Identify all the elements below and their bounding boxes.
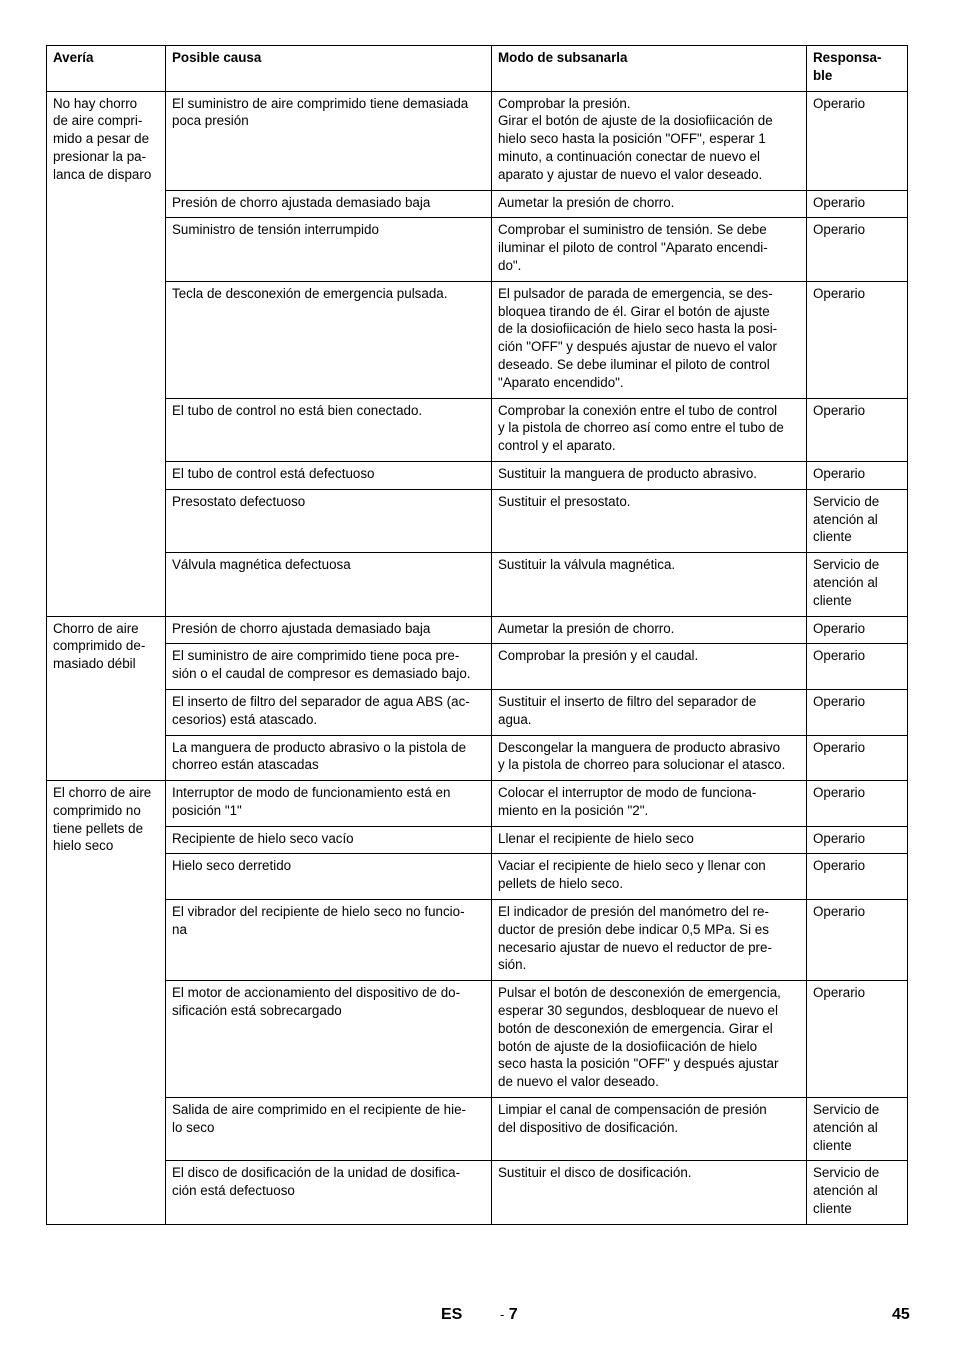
cause-cell: Hielo seco derretido — [166, 854, 492, 900]
cause-cell: El suministro de aire comprimido tiene demasiada poca presión — [166, 91, 492, 190]
page-number: 45 — [892, 1306, 910, 1323]
cause-cell: Recipiente de hielo seco vacío — [166, 826, 492, 854]
fault-cell: Chorro de aire comprimido de- masiado débil — [47, 616, 166, 781]
cause-cell: Presostato defectuoso — [166, 489, 492, 552]
footer-section — [500, 1306, 518, 1324]
responsible-cell: Servicio de atención al cliente — [807, 553, 908, 616]
table-row — [47, 553, 908, 616]
responsible-cell: Operario — [807, 826, 908, 854]
table-header-row — [47, 46, 908, 92]
table-row — [47, 91, 908, 190]
cause-cell: Tecla de desconexión de emergencia pulsada. — [166, 281, 492, 398]
cause-cell: Válvula magnética defectuosa — [166, 553, 492, 616]
footer-section-number: 7 — [508, 1306, 518, 1323]
cause-cell: El tubo de control no está bien conectado. — [166, 398, 492, 461]
responsible-cell: Operario — [807, 735, 908, 781]
table-row — [47, 281, 908, 398]
remedy-cell: El pulsador de parada de emergencia, se des- bloquea tirando de él. Girar el botón de ajuste de la dosiofiicación de hielo seco hasta la posi- ción "OFF" y después ajustar de nuevo el valor deseado. Se debe iluminar el piloto de control "Aparato encendido". — [492, 281, 807, 398]
fault-cell: No hay chorro de aire compri- mido a pesar de presionar la pa- lanca de disparo — [47, 91, 166, 616]
table-row — [47, 218, 908, 281]
cause-cell: La manguera de producto abrasivo o la pistola de chorreo están atascadas — [166, 735, 492, 781]
responsible-cell: Operario — [807, 981, 908, 1098]
cause-cell: Presión de chorro ajustada demasiado baja — [166, 190, 492, 218]
footer-language: ES — [441, 1306, 463, 1323]
remedy-cell: Aumetar la presión de chorro. — [492, 190, 807, 218]
table-row — [47, 781, 908, 827]
remedy-cell: Pulsar el botón de desconexión de emergencia, esperar 30 segundos, desbloquear de nuevo el botón de desconexión de emergencia. Girar el botón de ajuste de la dosiofiicación de hielo seco hasta la posición "OFF" y después ajustar de nuevo el valor deseado. — [492, 981, 807, 1098]
responsible-cell: Operario — [807, 900, 908, 981]
remedy-cell: Comprobar el suministro de tensión. Se debe iluminar el piloto de control "Aparato encendi- do". — [492, 218, 807, 281]
cause-cell: El vibrador del recipiente de hielo seco no funcio- na — [166, 900, 492, 981]
responsible-cell: Servicio de atención al cliente — [807, 1161, 908, 1224]
cause-cell: El suministro de aire comprimido tiene poca pre- sión o el caudal de compresor es demasiado bajo. — [166, 644, 492, 690]
remedy-cell: Sustituir la manguera de producto abrasivo. — [492, 461, 807, 489]
responsible-cell: Operario — [807, 781, 908, 827]
remedy-cell: Aumetar la presión de chorro. — [492, 616, 807, 644]
remedy-cell: Sustituir la válvula magnética. — [492, 553, 807, 616]
table-row — [47, 854, 908, 900]
cause-cell: El motor de accionamiento del dispositivo de do- sificación está sobrecargado — [166, 981, 492, 1098]
responsible-cell: Servicio de atención al cliente — [807, 489, 908, 552]
remedy-cell: Descongelar la manguera de producto abrasivo y la pistola de chorreo para solucionar el atasco. — [492, 735, 807, 781]
responsible-cell: Operario — [807, 398, 908, 461]
responsible-cell: Operario — [807, 281, 908, 398]
fault-cell: El chorro de aire comprimido no tiene pellets de hielo seco — [47, 781, 166, 1225]
table-row — [47, 644, 908, 690]
troubleshooting-table — [46, 45, 908, 1225]
table-row — [47, 489, 908, 552]
cause-cell: El inserto de filtro del separador de agua ABS (ac- cesorios) está atascado. — [166, 689, 492, 735]
header-cause: Posible causa — [166, 46, 492, 92]
responsible-cell: Operario — [807, 218, 908, 281]
cause-cell: Suministro de tensión interrumpido — [166, 218, 492, 281]
header-fault: Avería — [47, 46, 166, 92]
table-body — [47, 91, 908, 1224]
table-row — [47, 900, 908, 981]
cause-cell: El disco de dosificación de la unidad de dosifica- ción está defectuoso — [166, 1161, 492, 1224]
remedy-cell: Sustituir el disco de dosificación. — [492, 1161, 807, 1224]
responsible-cell: Operario — [807, 461, 908, 489]
table-row — [47, 1098, 908, 1161]
remedy-cell: Limpiar el canal de compensación de presión del dispositivo de dosificación. — [492, 1098, 807, 1161]
responsible-cell: Servicio de atención al cliente — [807, 1098, 908, 1161]
table-row — [47, 398, 908, 461]
header-remedy: Modo de subsanarla — [492, 46, 807, 92]
cause-cell: Salida de aire comprimido en el recipiente de hie- lo seco — [166, 1098, 492, 1161]
footer-dash: - — [500, 1307, 505, 1322]
remedy-cell: Sustituir el presostato. — [492, 489, 807, 552]
remedy-cell: Comprobar la presión y el caudal. — [492, 644, 807, 690]
header-responsible: Responsa- ble — [807, 46, 908, 92]
table-row — [47, 461, 908, 489]
cause-cell: Interruptor de modo de funcionamiento está en posición "1" — [166, 781, 492, 827]
remedy-cell: Vaciar el recipiente de hielo seco y llenar con pellets de hielo seco. — [492, 854, 807, 900]
remedy-cell: Comprobar la presión. Girar el botón de ajuste de la dosiofiicación de hielo seco hasta la posición "OFF", esperar 1 minuto, a continuación conectar de nuevo el aparato y ajustar de nuevo el valor deseado. — [492, 91, 807, 190]
table-row — [47, 1161, 908, 1224]
responsible-cell: Operario — [807, 689, 908, 735]
responsible-cell: Operario — [807, 91, 908, 190]
responsible-cell: Operario — [807, 616, 908, 644]
remedy-cell: Colocar el interruptor de modo de funciona- miento en la posición "2". — [492, 781, 807, 827]
responsible-cell: Operario — [807, 854, 908, 900]
table-row — [47, 826, 908, 854]
table-row — [47, 689, 908, 735]
responsible-cell: Operario — [807, 190, 908, 218]
table-row — [47, 190, 908, 218]
table-row — [47, 616, 908, 644]
remedy-cell: Comprobar la conexión entre el tubo de control y la pistola de chorreo así como entre el tubo de control y el aparato. — [492, 398, 807, 461]
remedy-cell: Sustituir el inserto de filtro del separador de agua. — [492, 689, 807, 735]
cause-cell: Presión de chorro ajustada demasiado baja — [166, 616, 492, 644]
table-row — [47, 735, 908, 781]
table-row — [47, 981, 908, 1098]
remedy-cell: El indicador de presión del manómetro del re- ductor de presión debe indicar 0,5 MPa. Si es necesario ajustar de nuevo el reductor de pre- sión. — [492, 900, 807, 981]
cause-cell: El tubo de control está defectuoso — [166, 461, 492, 489]
remedy-cell: Llenar el recipiente de hielo seco — [492, 826, 807, 854]
responsible-cell: Operario — [807, 644, 908, 690]
